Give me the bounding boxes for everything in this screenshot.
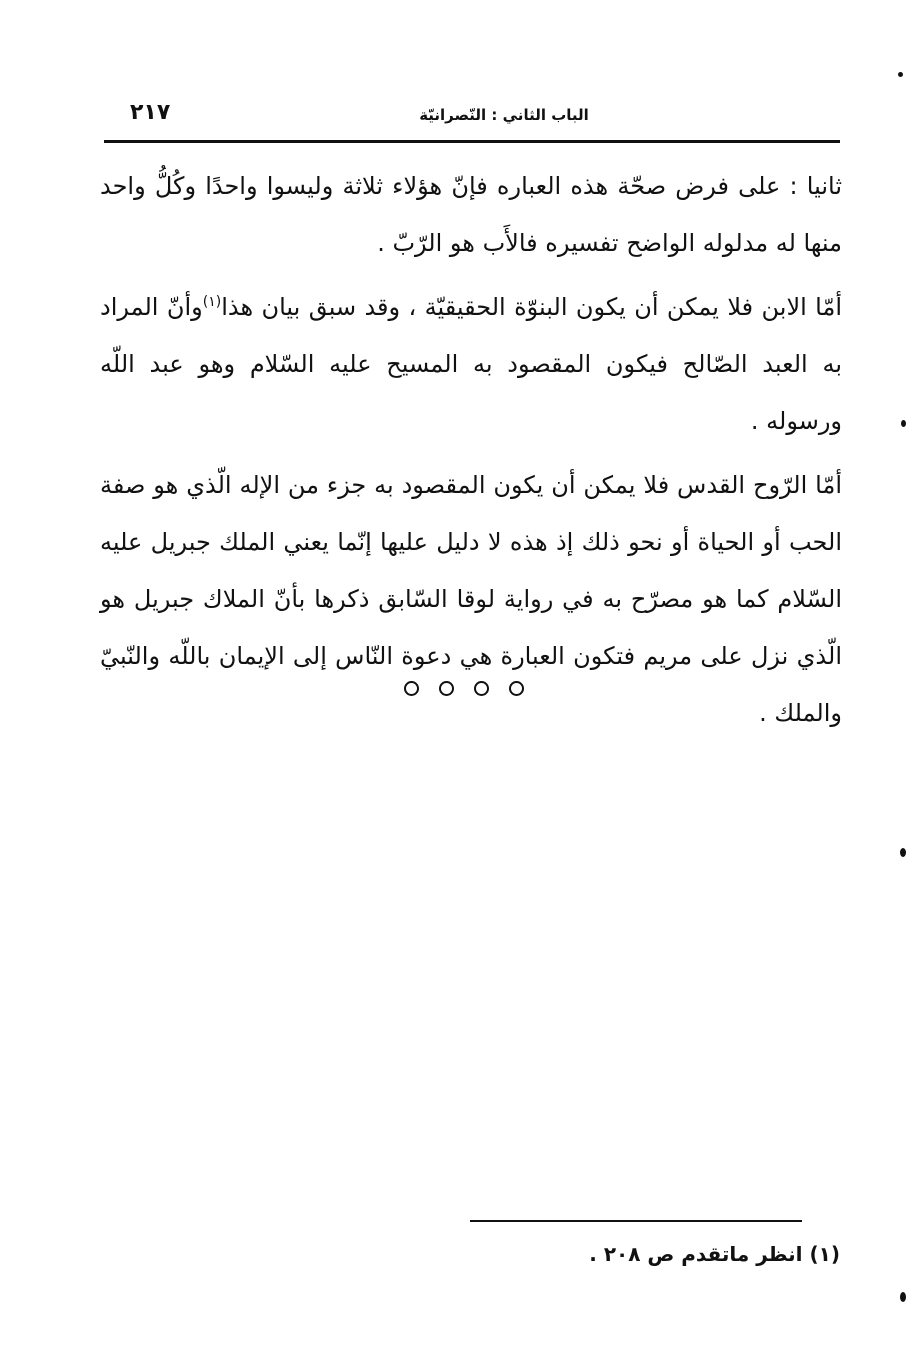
body-text (100, 158, 842, 749)
paragraph-3: أمّا الرّوح القدس فلا يمكن أن يكون المقصود به جزء من الإله الّذي هو صفة الحب أو الحياة أو نحو ذلك إذ هذه لا دليل عليها إنّما يعني الملك جبريل عليه السّلام كما هو مصرّح به في رواية لوقا السّابق ذكرها بأنّ الملاك جبريل هو الّذي نزل على مريم فتكون العبارة هي دعوة النّاس إلى الإيمان باللّه والنّبيّ والملك . (100, 471, 842, 727)
footnote-reference: (١) (202, 294, 222, 310)
paragraph-1: ثانيا : على فرض صحّة هذه العباره فإنّ هؤلاء ثلاثة وليسوا واحدًا وكُلُّ واحد منها له مدلوله الواضح تفسيره فالأَب هو الرّبّ . (100, 172, 842, 257)
paragraph-2 (100, 279, 842, 450)
scan-mark (900, 848, 906, 857)
page-number: ٢١٧ (130, 100, 171, 125)
separator-ring-icon (509, 681, 524, 696)
scan-mark (898, 72, 903, 77)
footnote: (١) انظر ماتقدم ص ٢٠٨ . (589, 1242, 840, 1266)
separator-ring-icon (439, 681, 454, 696)
paragraph-2-after: وأنّ المراد به العبد الصّالح فيكون المقصود به المسيح عليه السّلام وهو عبد اللّه ورسوله . (100, 293, 842, 435)
footnote-rule (470, 1220, 802, 1222)
scan-mark (901, 420, 906, 427)
running-title: الباب الثاني : النّصرانيّة (419, 106, 589, 124)
separator-ring-icon (404, 681, 419, 696)
paragraph-2-before: أمّا الابن فلا يمكن أن يكون البنوّة الحقيقيّة ، وقد سبق بيان هذا (221, 293, 843, 321)
separator-ring-icon (474, 681, 489, 696)
scan-mark (900, 1292, 906, 1302)
header-rule (104, 140, 840, 143)
page-header (104, 100, 840, 140)
section-separator (404, 676, 524, 700)
